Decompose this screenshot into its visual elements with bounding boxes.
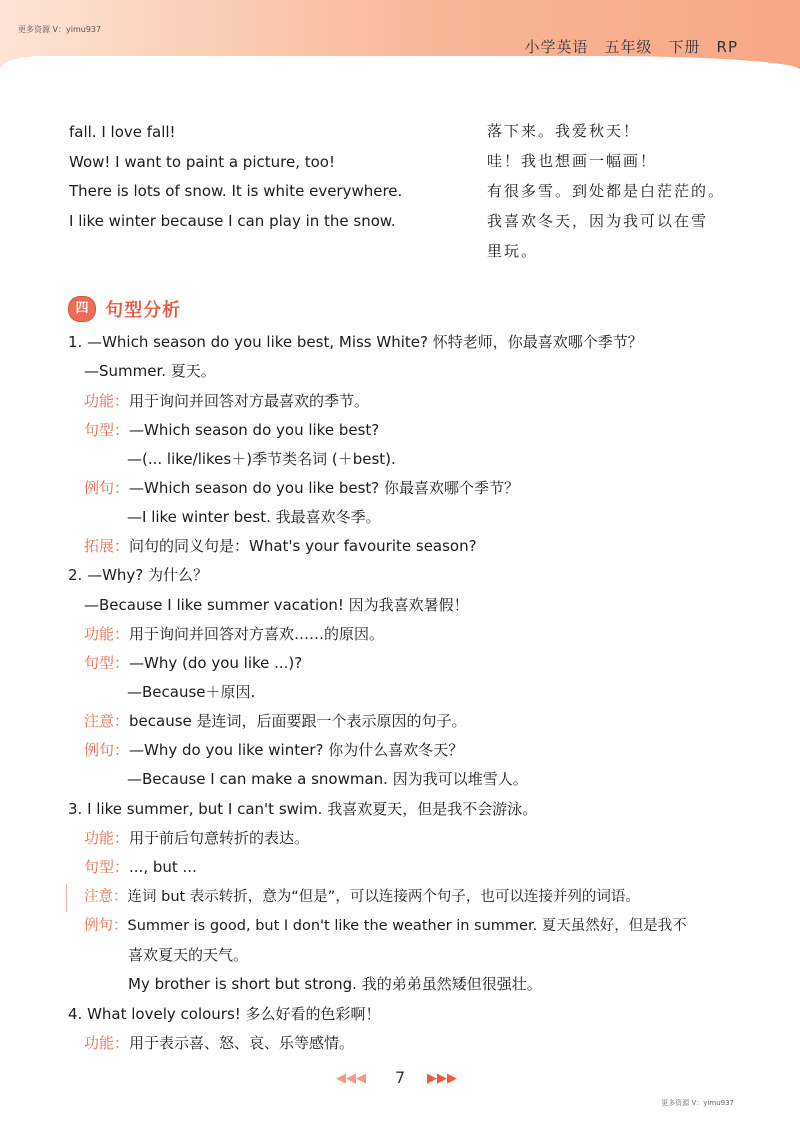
analysis-line: —(... like/likes＋)季节类名词 (＋best). <box>127 450 396 468</box>
passage-line: I like winter because I can play in the snow. <box>69 211 396 230</box>
analysis-line: 喜欢夏天的天气。 <box>128 946 249 964</box>
analysis-line: 功能：用于表示喜、怒、哀、乐等感情。 <box>84 1034 355 1052</box>
analysis-line: My brother is short but strong. 我的弟弟虽然矮但很强壮。 <box>128 975 542 993</box>
analysis-line: 3. I like summer, but I can't swim. 我喜欢夏天，但是我不会游泳。 <box>68 800 538 818</box>
section-number-badge: 四 <box>68 296 96 322</box>
header-watermark: 更多资源 V：yimu937 <box>18 25 102 34</box>
book-title: 小学英语 五年级 下册 RP <box>524 38 738 56</box>
analysis-line: —Because I can make a snowman. 因为我可以堆雪人。 <box>127 770 528 788</box>
translation-line: 我喜欢冬天，因为我可以在雪 <box>487 212 709 230</box>
analysis-line: —Summer. 夏天。 <box>84 362 216 380</box>
header-curve <box>0 56 800 74</box>
page-header <box>0 0 800 72</box>
prev-arrows-icon: ◀◀◀ <box>336 1071 366 1086</box>
analysis-line: 例句：—Which season do you like best? 你最喜欢哪个季节？ <box>84 479 520 497</box>
analysis-line: 功能：用于前后句意转折的表达。 <box>84 829 310 847</box>
analysis-line: 句型：—Why (do you like ...)? <box>84 654 303 672</box>
analysis-line: 例句：Summer is good, but I don't like the weather in summer. 夏天虽然好，但是我不 <box>84 918 687 934</box>
translation-line: 里玩。 <box>487 242 539 260</box>
passage-line: Wow! I want to paint a picture, too! <box>69 152 335 171</box>
analysis-line: 句型：..., but ... <box>84 858 197 876</box>
analysis-line: 拓展：问句的同义句是：What's your favourite season? <box>84 537 477 555</box>
english-passage <box>69 118 449 236</box>
analysis-line: 功能：用于询问并回答对方最喜欢的季节。 <box>84 392 370 410</box>
analysis-line: 4. What lovely colours! 多么好看的色彩啊！ <box>68 1005 381 1023</box>
passage-line: There is lots of snow. It is white everywhere. <box>69 182 403 200</box>
analysis-line: —Because I like summer vacation! 因为我喜欢暑假！ <box>84 596 469 614</box>
footer-watermark: 更多资源 V：yimu937 <box>661 1099 734 1107</box>
section-title: 句型分析 <box>105 300 182 321</box>
page-number: 7 <box>395 1068 406 1087</box>
analysis-line: 功能：用于询问并回答对方喜欢……的原因。 <box>84 625 385 643</box>
passage-line: fall. I love fall! <box>69 123 176 141</box>
chinese-translation <box>487 116 737 266</box>
margin-mark <box>66 884 67 912</box>
analysis-line: —I like winter best. 我最喜欢冬季。 <box>127 508 381 526</box>
translation-line: 落下来。我爱秋天！ <box>487 122 641 140</box>
translation-line: 哇！我也想画一幅画！ <box>487 152 658 170</box>
analysis-line: 句型：—Which season do you like best? <box>84 421 380 439</box>
analysis-line: —Because＋原因. <box>127 683 256 701</box>
analysis-line: 例句：—Why do you like winter? 你为什么喜欢冬天？ <box>84 741 464 759</box>
page-footer <box>0 1068 800 1090</box>
analysis-line: 1. —Which season do you like best, Miss White? 怀特老师，你最喜欢哪个季节？ <box>68 333 643 351</box>
next-arrows-icon: ▶▶▶ <box>427 1071 457 1086</box>
section-heading <box>68 296 181 322</box>
translation-line: 有很多雪。到处都是白茫茫的。 <box>487 182 726 200</box>
analysis-line: 注意：because 是连词，后面要跟一个表示原因的句子。 <box>84 712 467 730</box>
analysis-line: 注意：连词 but 表示转折，意为“但是”，可以连接两个句子，也可以连接并列的词语。 <box>84 889 640 905</box>
analysis-line: 2. —Why? 为什么？ <box>68 566 209 584</box>
